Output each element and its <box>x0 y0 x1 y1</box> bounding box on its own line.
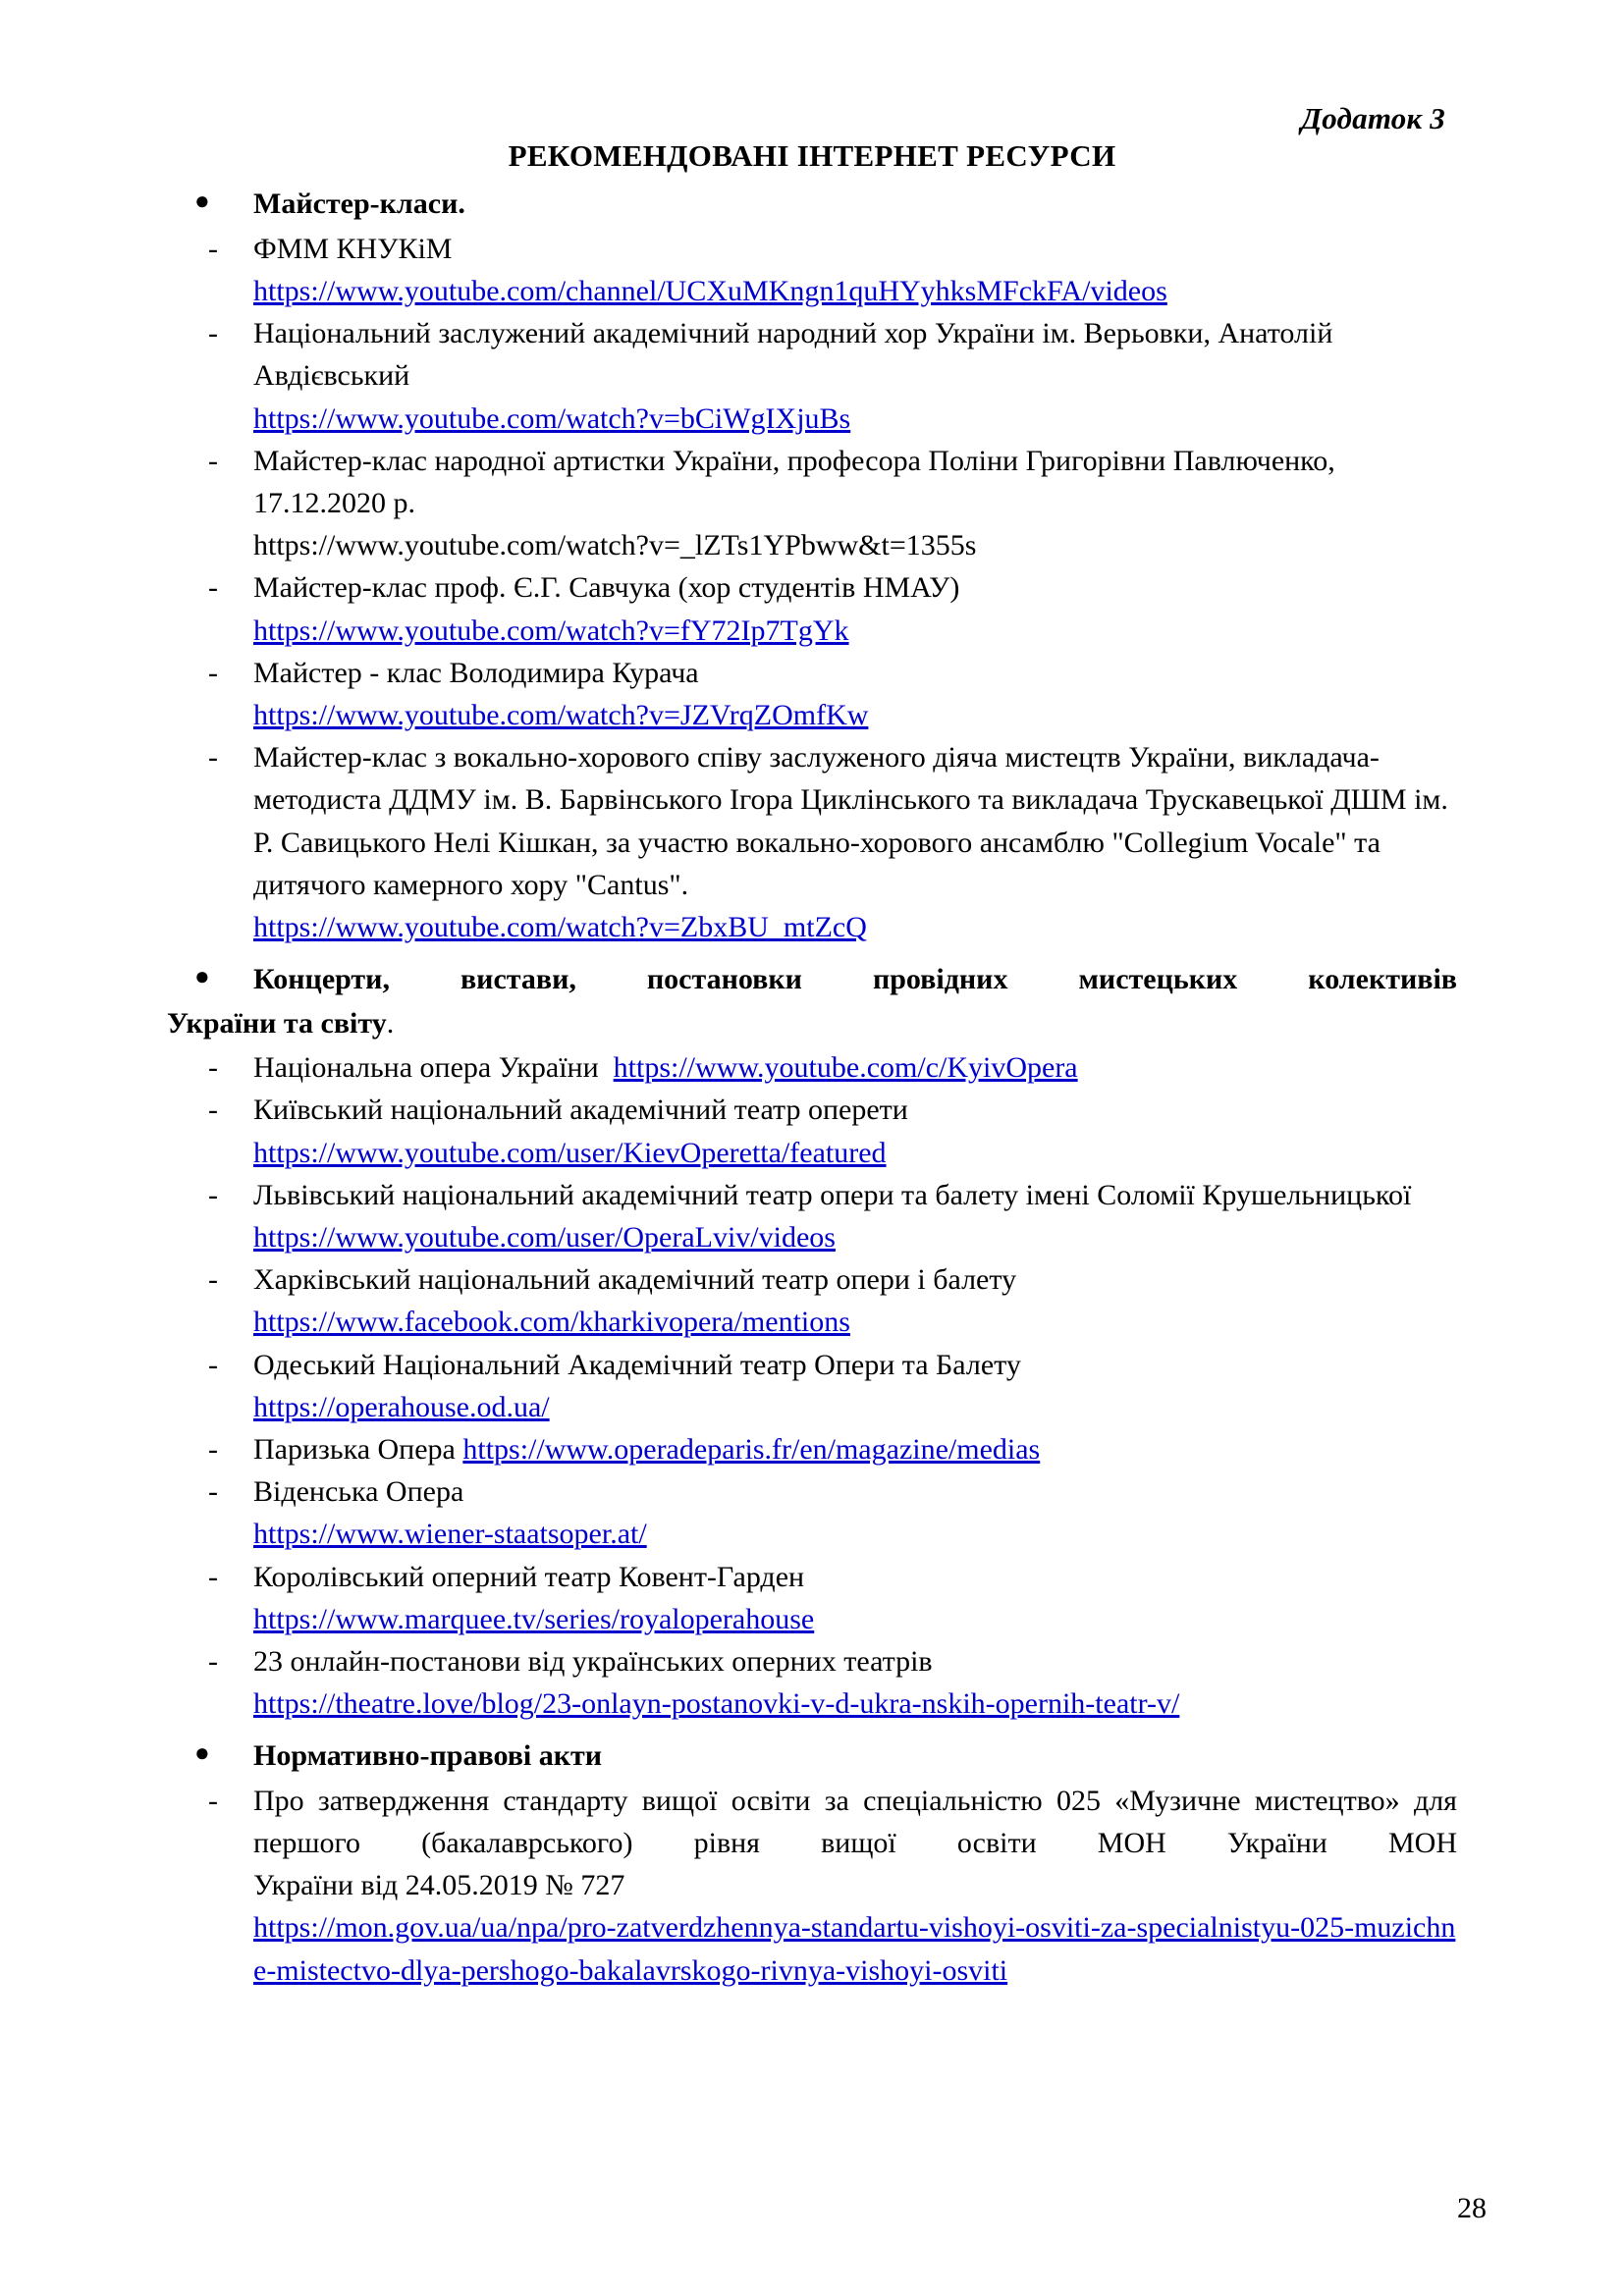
list-item <box>167 566 1457 651</box>
list-item-text: Київський національний академічний театр оперети <box>253 1094 908 1127</box>
section-heading-label: Майстер-класи. <box>253 187 465 221</box>
dash-icon: - <box>208 1560 218 1593</box>
list-item-body <box>253 440 1457 567</box>
appendix-label: Додаток 3 <box>1300 101 1445 135</box>
list-item-body <box>253 228 1457 312</box>
list-item-body <box>253 1470 1457 1555</box>
section-heading-legal-acts <box>167 1735 1457 1778</box>
list-item-url: https://www.youtube.com/watch?v=_lZTs1YPbww&t=1355s <box>253 529 977 562</box>
bullet-icon: ● <box>194 962 210 991</box>
list-item <box>167 1089 1457 1173</box>
dash-icon: - <box>208 1475 218 1509</box>
list-item-text: ФММ КНУКіМ <box>253 232 453 265</box>
bullet-icon: ● <box>194 187 210 216</box>
dash-icon: - <box>208 1263 218 1297</box>
list-item-text: 23 онлайн-постанови від українських оперних театрів <box>253 1644 933 1678</box>
list-item-url[interactable]: https://www.youtube.com/channel/UCXuMKngn1quHYyhksMFckFA/videos <box>253 275 1167 308</box>
list-item-url[interactable]: https://operahouse.od.ua/ <box>253 1390 550 1423</box>
list-item-url[interactable]: https://www.youtube.com/c/KyivOpera <box>613 1051 1078 1085</box>
dash-icon: - <box>208 444 218 477</box>
list-item <box>167 1258 1457 1343</box>
list-item-url[interactable]: https://www.marquee.tv/series/royaloperahouse <box>253 1602 815 1635</box>
list-item <box>167 1344 1457 1428</box>
list-item <box>167 652 1457 736</box>
list-item-body <box>253 1344 1457 1428</box>
list-item <box>167 1046 1457 1089</box>
list-item-body <box>253 652 1457 736</box>
list-item <box>167 1428 1457 1470</box>
list-item-body <box>253 1780 1457 1992</box>
list-item <box>167 736 1457 948</box>
list-item <box>167 1640 1457 1725</box>
list-item-url[interactable]: https://www.youtube.com/watch?v=JZVrqZOmfKw <box>253 698 869 731</box>
list-item <box>167 1470 1457 1555</box>
list-item-url[interactable]: https://www.youtube.com/watch?v=fY72Ip7TgYk <box>253 614 849 647</box>
list-item-body <box>253 1089 1457 1173</box>
list-item-text: Майстер-клас з вокально-хорового співу заслуженого діяча мистецтв України, викладача-методиста ДДМУ ім. В. Барвінського Ігора Циклінського та викладача Трускавецької ДШМ ім. Р. Савицького Нелі Кішкан, за участю вокально-хорового ансамблю "Collegium Vocale" та дитячого камерного хору "Cantus". <box>253 741 1448 901</box>
list-item-text: Паризька Опера <box>253 1432 456 1466</box>
list-item-body <box>253 566 1457 651</box>
section-heading-concerts <box>167 959 1457 1001</box>
section-heading-concerts-continuation <box>167 1003 1457 1045</box>
list-item <box>167 228 1457 312</box>
list-item-text: Національний заслужений академічний народний хор України ім. Верьовки, Анатолій Авдієвський <box>253 317 1333 393</box>
list-item-text: Майстер-клас народної артистки України, професора Поліни Григорівни Павлюченко, 17.12.2020 р. <box>253 444 1335 519</box>
dash-icon: - <box>208 1432 218 1466</box>
list-item-text: Майстер - клас Володимира Курача <box>253 656 699 689</box>
dash-icon: - <box>208 1051 218 1085</box>
list-item <box>167 1174 1457 1258</box>
list-item-body <box>253 1258 1457 1343</box>
list-item <box>167 1556 1457 1640</box>
dash-icon: - <box>208 1784 218 1817</box>
dash-icon: - <box>208 232 218 265</box>
list-item <box>167 312 1457 440</box>
list-item-body <box>253 1046 1457 1089</box>
dash-icon: - <box>208 656 218 689</box>
list-item-text: Одеський Національний Академічний театр Опери та Балету <box>253 1348 1021 1381</box>
section-heading-master-classes <box>167 184 1457 226</box>
list-item-text: Харківський національний академічний театр опери і балету <box>253 1263 1017 1297</box>
list-item <box>167 440 1457 567</box>
list-item-body <box>253 1640 1457 1725</box>
dash-icon: - <box>208 1348 218 1381</box>
dash-icon: - <box>208 741 218 774</box>
dash-icon: - <box>208 317 218 350</box>
list-item-body <box>253 1556 1457 1640</box>
list-item-text: Королівський оперний театр Ковент-Гарден <box>253 1560 805 1593</box>
list-item-body <box>253 736 1457 948</box>
list-item-url[interactable]: https://www.youtube.com/user/OperaLviv/videos <box>253 1221 836 1254</box>
section-heading-line-1: Концерти, вистави, постановки провідних мистецьких колективів <box>253 963 1457 996</box>
list-item-url[interactable]: https://www.operadeparis.fr/en/magazine/medias <box>462 1432 1041 1466</box>
list-item-text: Національна опера України <box>253 1051 599 1085</box>
list-item-url[interactable]: https://www.youtube.com/user/KievOperetta/featured <box>253 1136 887 1169</box>
page-title: РЕКОМЕНДОВАНІ ІНТЕРНЕТ РЕСУРСИ <box>508 138 1116 174</box>
bullet-icon: ● <box>194 1738 210 1768</box>
section-heading-period: . <box>386 1006 395 1040</box>
list-item-body <box>253 1174 1457 1258</box>
page-number: 28 <box>1457 2192 1487 2224</box>
list-item-body <box>253 1428 1457 1470</box>
list-item-url[interactable]: https://theatre.love/blog/23-onlayn-postanovki-v-d-ukra-nskih-opernih-teatr-v/ <box>253 1687 1180 1721</box>
dash-icon: - <box>208 1094 218 1127</box>
list-item-url[interactable]: https://www.youtube.com/watch?v=bCiWgIXjuBs <box>253 401 851 435</box>
section-heading-label <box>253 959 1457 1001</box>
list-item <box>167 1780 1457 1992</box>
list-item-url[interactable]: https://mon.gov.ua/ua/npa/pro-zatverdzhennya-standartu-vishoyi-osviti-za-specialnistyu-025-muzichne-mistectvo-dlya-pershogo-bakalavrskogo-rivnya-vishoyi-osviti <box>253 1911 1456 1987</box>
section-heading-label: Нормативно-правові акти <box>253 1739 603 1773</box>
list-item-text: Майстер-клас проф. Є.Г. Савчука (хор студентів НМАУ) <box>253 571 960 605</box>
section-heading-line-2: України та світу <box>167 1006 387 1040</box>
list-item-text-continued: України від 24.05.2019 № 727 <box>253 1869 625 1902</box>
list-item-url[interactable]: https://www.youtube.com/watch?v=ZbxBU_mtZcQ <box>253 910 867 943</box>
dash-icon: - <box>208 571 218 605</box>
list-item-url[interactable]: https://www.facebook.com/kharkivopera/mentions <box>253 1306 850 1339</box>
dash-icon: - <box>208 1178 218 1211</box>
list-item-url[interactable]: https://www.wiener-staatsoper.at/ <box>253 1518 647 1551</box>
list-item-text: Про затвердження стандарту вищої освіти за спеціальністю 025 «Музичне мистецтво» для першого (бакалаврського) рівня вищої освіти МОН України МОН <box>253 1784 1457 1860</box>
list-item-text: Віденська Опера <box>253 1475 464 1509</box>
dash-icon: - <box>208 1644 218 1678</box>
list-item-text: Львівський національний академічний театр опери та балету імені Соломії Крушельницької <box>253 1178 1412 1211</box>
list-item-body <box>253 312 1457 440</box>
